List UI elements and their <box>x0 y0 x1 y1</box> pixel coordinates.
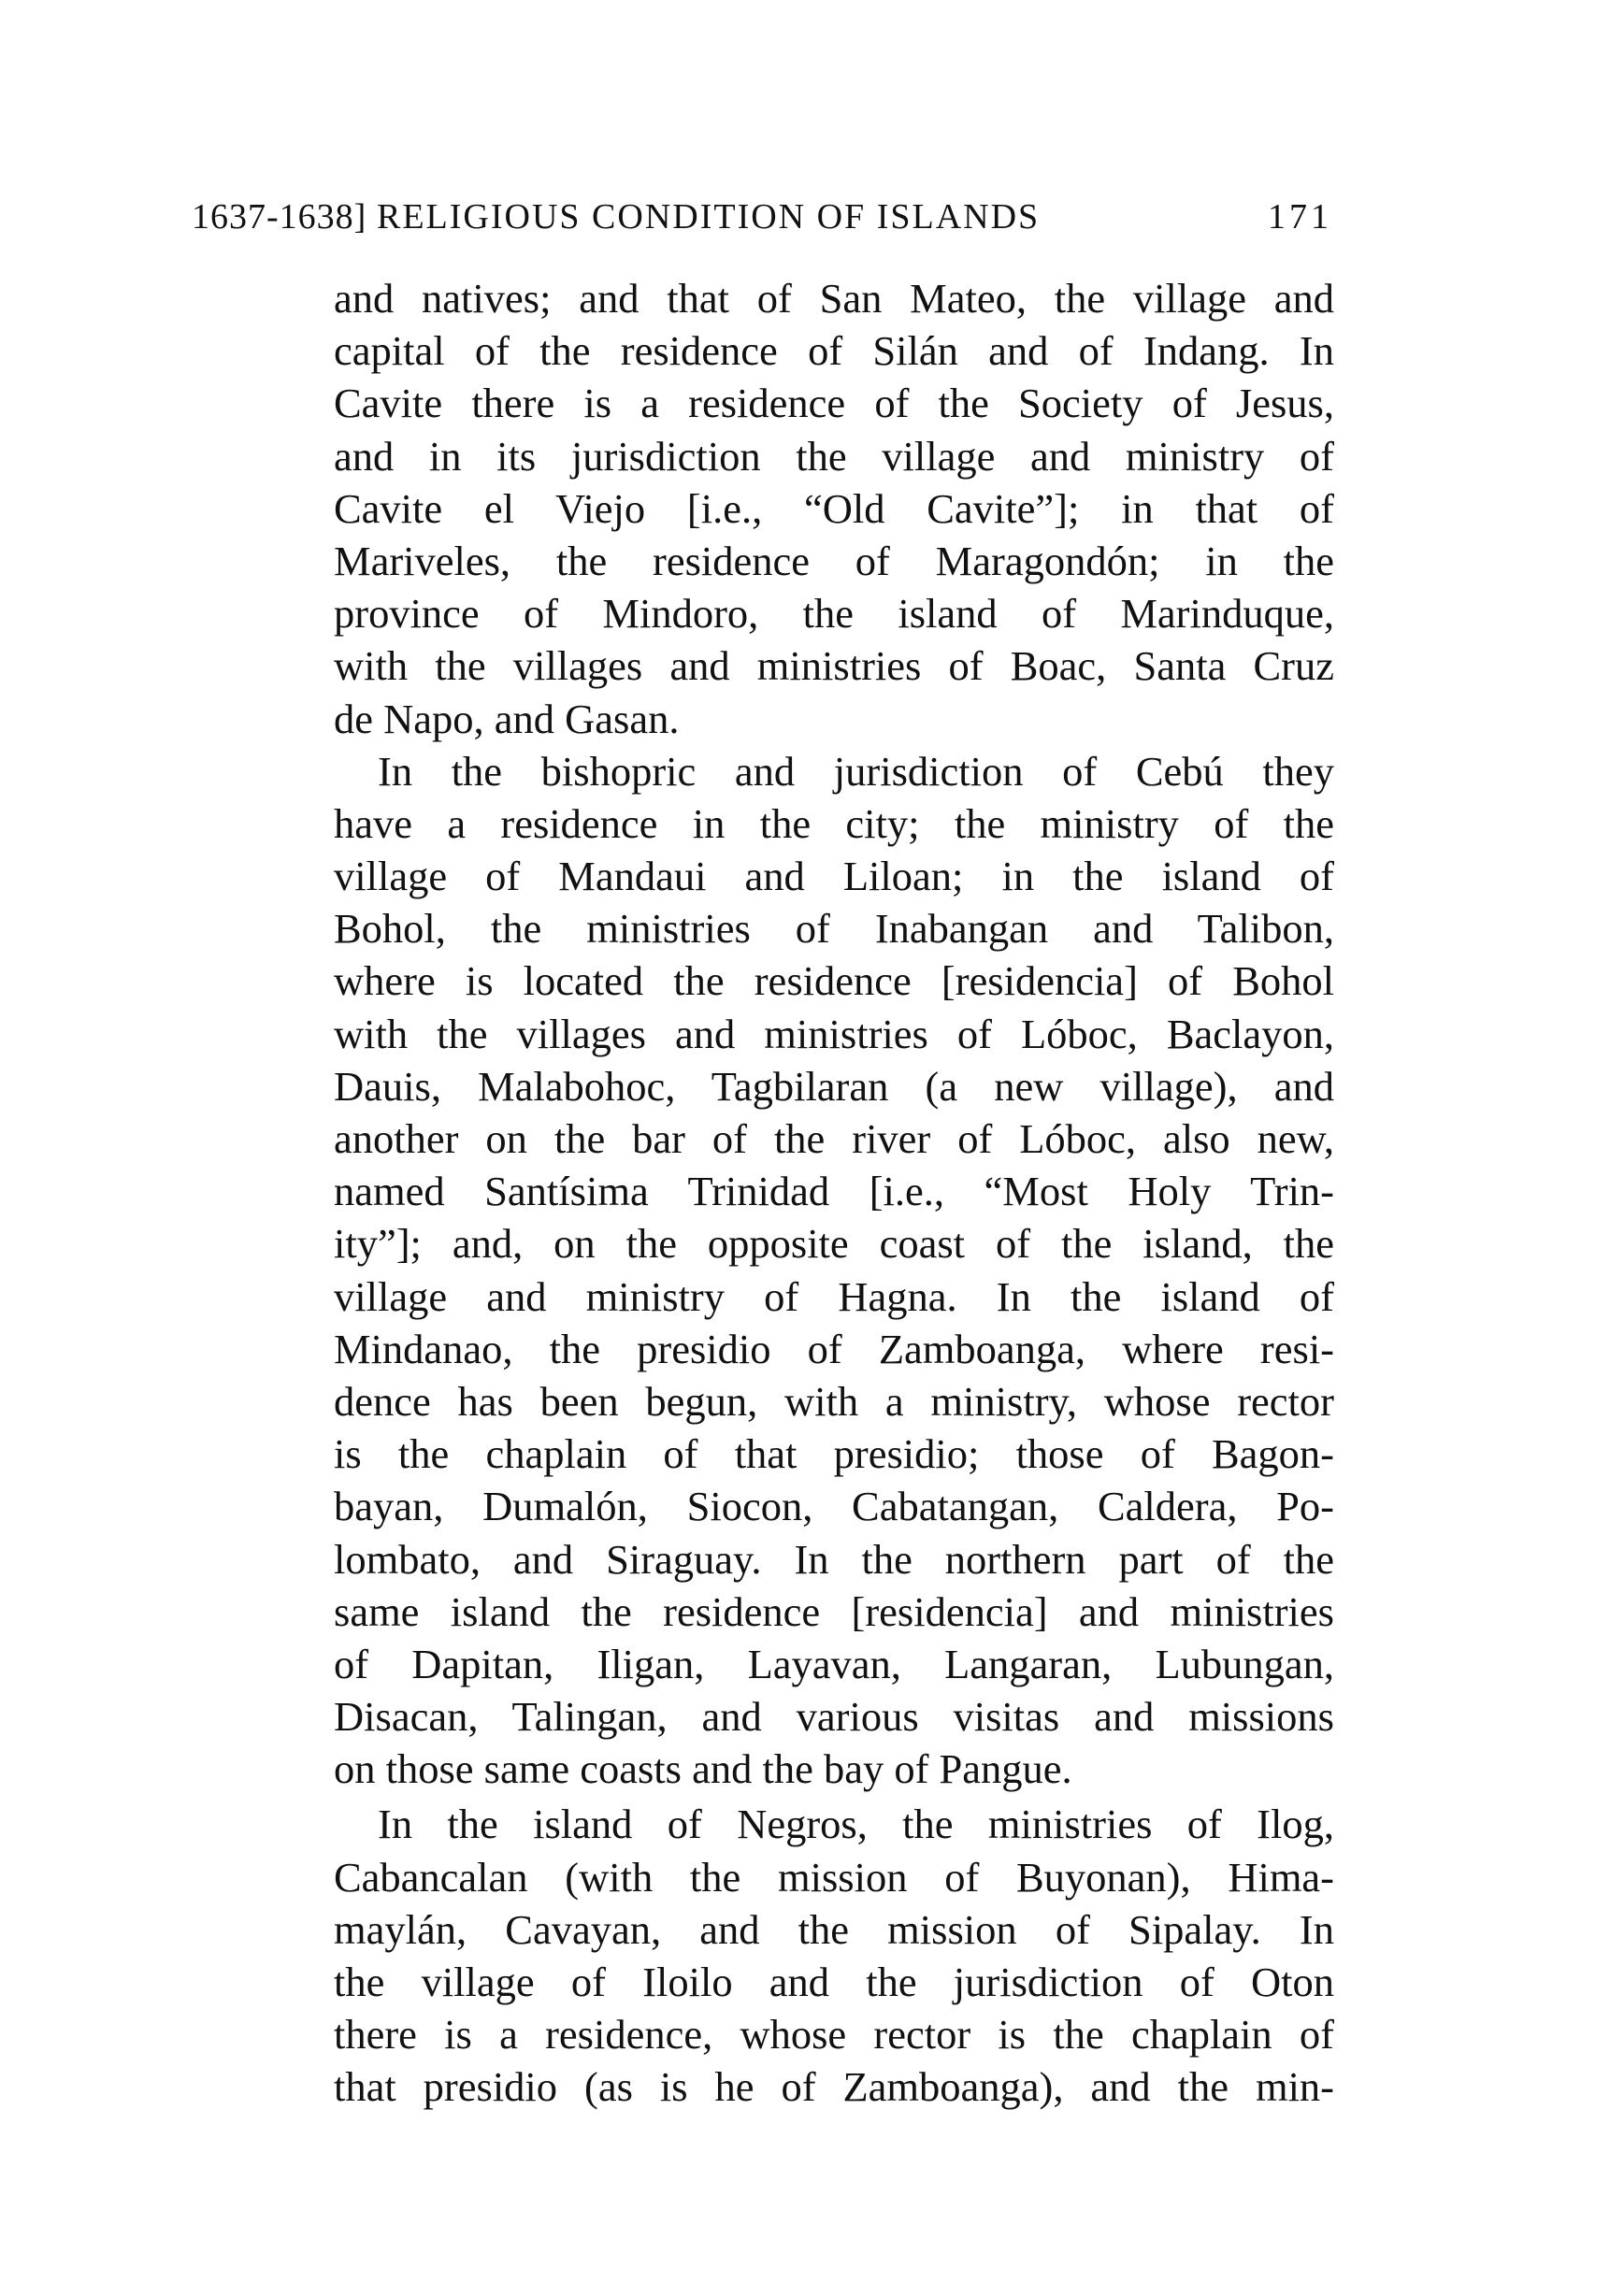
text-line: that presidio (as is he of Zamboanga), and the min- <box>334 2063 1334 2111</box>
paragraph-start-line: In the bishopric and jurisdiction of Cebú they <box>378 747 1334 795</box>
text-line: Disacan, Talingan, and various visitas and missions <box>334 1693 1334 1741</box>
text-line: Dauis, Malabohoc, Tagbilaran (a new village), and <box>334 1062 1334 1110</box>
text-line: of Dapitan, Iligan, Layavan, Langaran, Lubungan, <box>334 1640 1334 1687</box>
text-line: is the chaplain of that presidio; those of Bagon- <box>334 1430 1334 1478</box>
text-line: another on the bar of the river of Lóboc, also new, <box>334 1115 1334 1162</box>
text-line: bayan, Dumalón, Siocon, Cabatangan, Caldera, Po- <box>334 1483 1334 1530</box>
text-line: named Santísima Trinidad [i.e., “Most Holy Trin- <box>334 1168 1334 1215</box>
text-line: maylán, Cavayan, and the mission of Sipalay. In <box>334 1905 1334 1953</box>
text-line: Bohol, the ministries of Inabangan and Talibon, <box>334 905 1334 953</box>
text-line: on those same coasts and the bay of Pangue. <box>334 1745 1072 1793</box>
text-line: Mariveles, the residence of Maragondón; in the <box>334 537 1334 584</box>
text-line: province of Mindoro, the island of Marinduque, <box>334 590 1334 638</box>
body-text <box>334 272 1334 2114</box>
text-line: Cavite there is a residence of the Society of Jesus, <box>334 380 1334 427</box>
text-line: and in its jurisdiction the village and ministry of <box>334 432 1334 480</box>
text-line: the village of Iloilo and the jurisdiction of Oton <box>334 1959 1334 2005</box>
text-line: where is located the residence [residencia] of Bohol <box>334 957 1334 1005</box>
text-line: same island the residence [residencia] and ministries <box>334 1587 1334 1635</box>
text-line: have a residence in the city; the ministry of the <box>334 799 1334 847</box>
running-head-title: RELIGIOUS CONDITION OF ISLANDS <box>377 197 1041 237</box>
text-line: Mindanao, the presidio of Zamboanga, where resi- <box>334 1325 1334 1372</box>
text-line: with the villages and ministries of Boac, Santa Cruz <box>334 642 1334 690</box>
text-line: lombato, and Siraguay. In the northern part of the <box>334 1535 1334 1583</box>
text-line: Cabancalan (with the mission of Buyonan), Hima- <box>334 1853 1334 1901</box>
text-line: there is a residence, whose rector is the chaplain of <box>334 2011 1334 2059</box>
text-line: dence has been begun, with a ministry, whose rector <box>334 1377 1334 1425</box>
page-number: 171 <box>1268 197 1332 237</box>
paragraph-start-line: In the island of Negros, the ministries of Ilog, <box>378 1801 1334 1848</box>
running-head-years: 1637-1638] <box>192 197 367 237</box>
text-line: village of Mandaui and Liloan; in the island of <box>334 853 1334 900</box>
running-head <box>192 196 1332 243</box>
text-line: and natives; and that of San Mateo, the village and <box>334 275 1334 322</box>
text-line: de Napo, and Gasan. <box>334 695 680 742</box>
text-line: with the villages and ministries of Lóboc, Baclayon, <box>334 1010 1334 1057</box>
text-line: ity”]; and, on the opposite coast of the island, the <box>334 1220 1334 1268</box>
text-line: village and ministry of Hagna. In the island of <box>334 1272 1334 1320</box>
text-line: Cavite el Viejo [i.e., “Old Cavite”]; in that of <box>334 484 1334 532</box>
text-line: capital of the residence of Silán and of Indang. In <box>334 327 1334 375</box>
